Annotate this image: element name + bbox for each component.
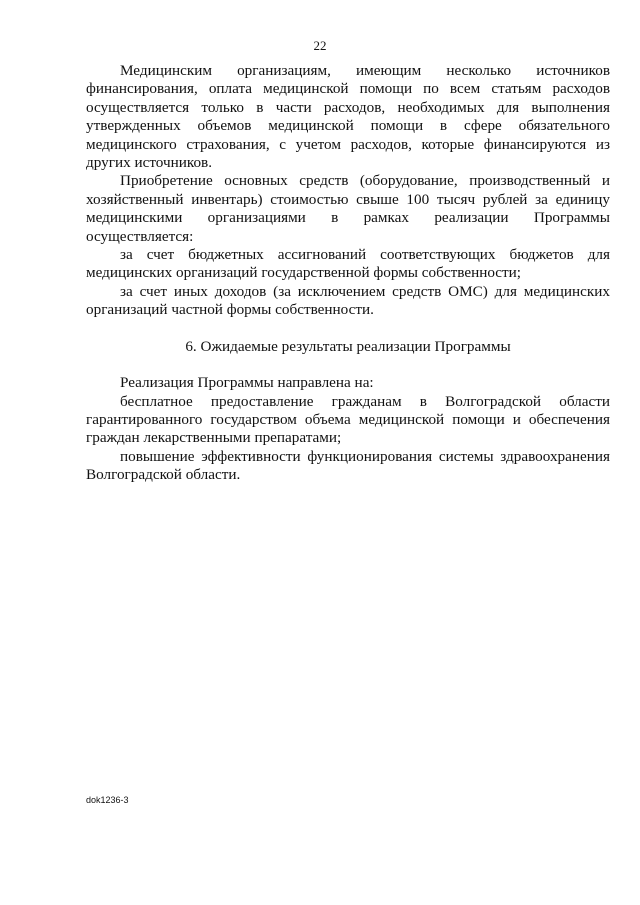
- paragraph-fixed-assets: Приобретение основных средств (оборудование, производственный и хозяйственный инвентарь) стоимостью свыше 100 тысяч рублей за единицу медицинскими организациями в рамках реализации Программы осуществляется:: [86, 172, 610, 245]
- paragraph-other-income: за счет иных доходов (за исключением средств ОМС) для медицинских организаций частной формы собственности.: [86, 282, 610, 319]
- section-heading: 6. Ожидаемые результаты реализации Программы: [185, 337, 511, 355]
- heading-spacer: [86, 356, 610, 374]
- page-number: 22: [313, 38, 327, 53]
- paragraph-program-aim: Реализация Программы направлена на:: [120, 374, 374, 392]
- document-body: [86, 62, 610, 485]
- paragraph-funding-sources: Медицинским организациям, имеющим несколько источников финансирования, оплата медицинской помощи по всем статьям расходов осуществляется только в части расходов, необходимых для выполнения утвержденных объемов медицинской помощи в сфере обязательного медицинского страхования, с учетом расходов, которые финансируются из других источников.: [86, 62, 610, 172]
- paragraph-budget-allocations: за счет бюджетных ассигнований соответствующих бюджетов для медицинских организаций государственной формы собственности;: [86, 246, 610, 282]
- document-code: dok1236-3: [86, 795, 129, 805]
- paragraph-free-care: бесплатное предоставление гражданам в Волгоградской области гарантированного государством объема медицинской помощи и обеспечения граждан лекарственными препаратами;: [86, 392, 610, 447]
- paragraph-efficiency: повышение эффективности функционирования системы здравоохранения Волгоградской области.: [86, 447, 610, 484]
